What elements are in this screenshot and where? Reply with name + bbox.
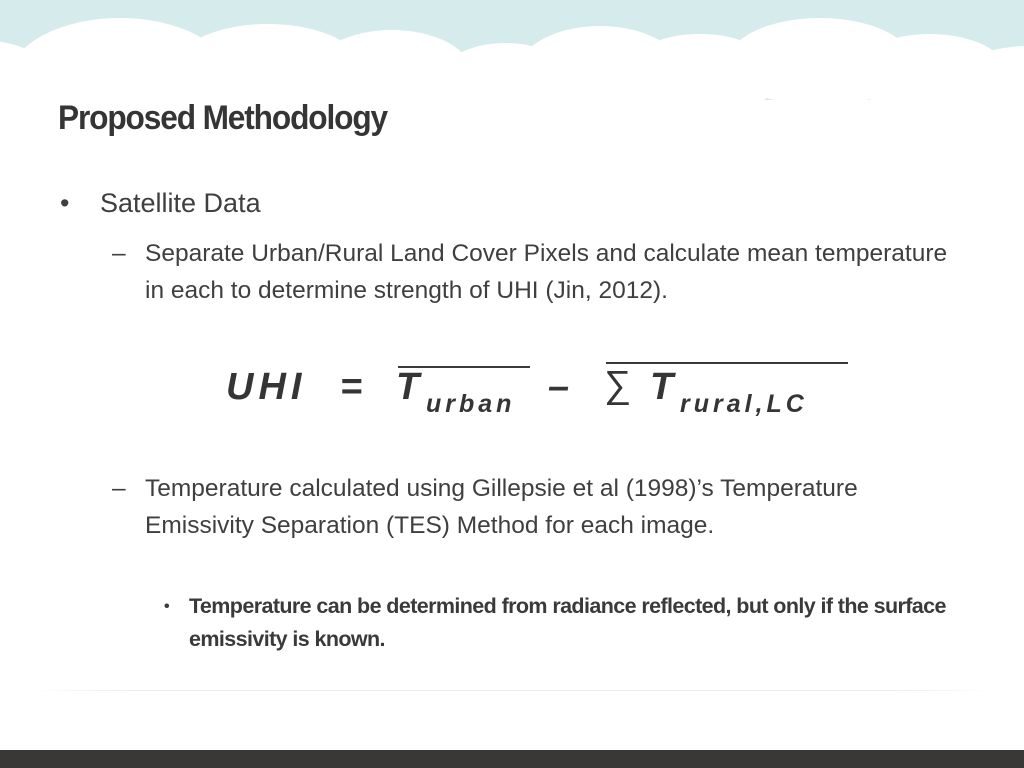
sum-symbol: ∑ [604,364,632,406]
sub-bullet-text: Temperature calculated using Gillepsie et al (1998)’s Temperature Emissivity Separation (TES) Method for each image. [145,475,858,539]
slide-title: Proposed Methodology [58,99,388,137]
bullet-text: Satellite Data [100,188,261,218]
bullet-marker: • [164,598,170,615]
dash-marker: – [112,475,126,502]
uhi-equation [226,366,866,426]
equation-equals: = [340,366,368,408]
overline-rural [606,362,848,364]
footer-bar [0,750,1024,768]
footer-divider [30,690,994,691]
equation-minus: – [548,366,575,408]
equation-t-rural: T [650,366,679,408]
equation-subscript-rural: rural,LC [680,390,808,418]
sub-bullet-text: Separate Urban/Rural Land Cover Pixels and calculate mean temperature in each to determine strength of UHI (Jin, 2012). [145,240,948,304]
equation-subscript-urban: urban [426,390,516,418]
equation-lhs: UHI [226,366,307,408]
equation-t-urban: T [396,366,425,408]
sub-sub-bullet-text: Temperature can be determined from radiance reflected, but only if the surface emissivity is known. [189,594,946,651]
dash-marker: – [112,240,126,267]
bullet-marker: • [60,188,70,218]
